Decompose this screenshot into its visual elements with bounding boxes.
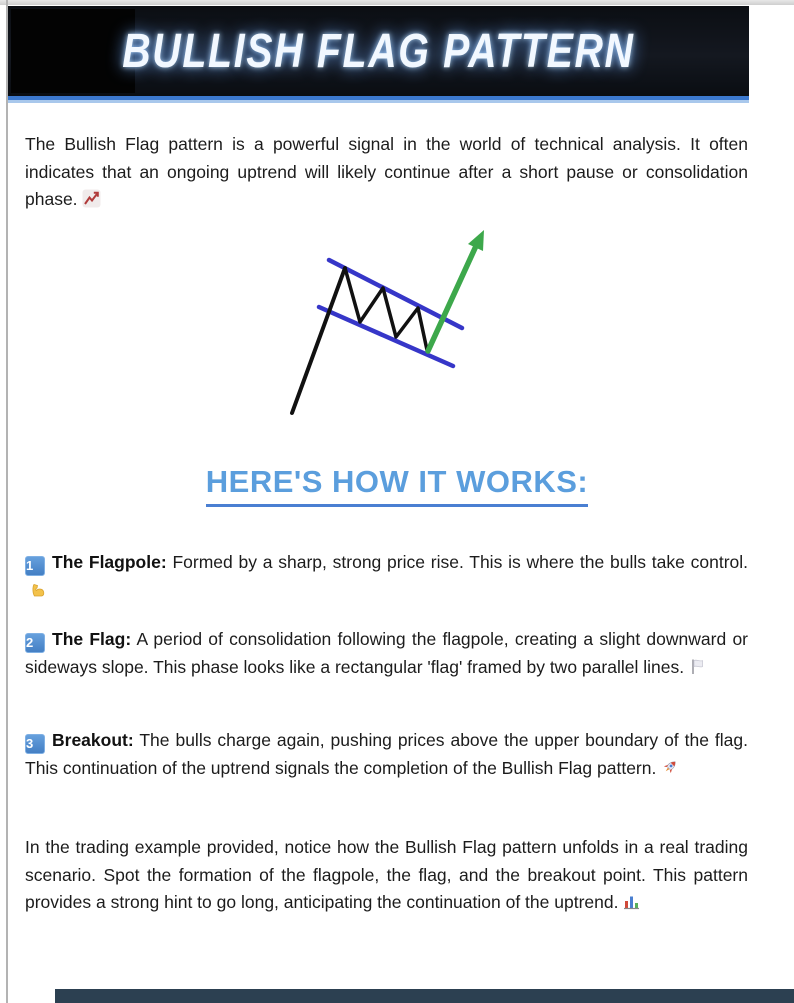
outro-text: In the trading example provided, notice how the Bullish Flag pattern unfolds in a real trading scenario. Spot the formation of the flagpole, the flag, and the breakout point. This pattern provides a strong hint to go long, anticipating the continuation of the uptrend. xyxy=(25,837,748,912)
intro-text: The Bullish Flag pattern is a powerful signal in the world of technical analysis. It often indicates that an ongoing uptrend will likely continue after a short pause or consolidation phase. xyxy=(25,134,748,209)
flagpole-line xyxy=(292,268,345,413)
step-number-badge: 3 xyxy=(25,734,45,754)
step-text: Formed by a sharp, strong price rise. This is where the bulls take control. xyxy=(172,552,749,572)
step-text: The bulls charge again, pushing prices above the upper boundary of the flag. This continuation of the uptrend signals the completion of the Bullish Flag pattern. xyxy=(25,730,749,778)
page-top-edge xyxy=(0,0,794,5)
header-banner xyxy=(8,6,749,96)
intro-paragraph xyxy=(25,131,748,214)
step-item-flag xyxy=(25,626,748,681)
step-item-breakout xyxy=(25,727,748,782)
bullish-flag-diagram xyxy=(255,222,520,427)
chart-increasing-icon xyxy=(82,189,101,208)
white-flag-icon xyxy=(688,657,707,676)
step-title: Breakout: xyxy=(52,730,134,750)
bar-chart-icon xyxy=(622,892,641,911)
step-title: The Flag: xyxy=(52,629,132,649)
step-number-badge: 2 xyxy=(25,633,45,653)
outro-paragraph xyxy=(25,834,748,917)
header-accent-line-light xyxy=(8,100,749,103)
flexed-biceps-icon xyxy=(29,580,48,599)
page-title: BULLISH FLAG PATTERN xyxy=(122,24,635,78)
breakout-arrow-shaft xyxy=(428,246,476,351)
step-title: The Flagpole: xyxy=(52,552,167,572)
footer-bar xyxy=(55,989,794,1003)
step-text: A period of consolidation following the flagpole, creating a slight downward or sideways slope. This phase looks like a rectangular 'flag' framed by two parallel lines. xyxy=(25,629,748,677)
section-heading: HERE'S HOW IT WORKS: xyxy=(0,464,794,507)
header-black-panel xyxy=(11,9,135,93)
rocket-icon xyxy=(660,758,679,777)
step-item-flagpole xyxy=(25,549,748,604)
step-number-badge: 1 xyxy=(25,556,45,576)
